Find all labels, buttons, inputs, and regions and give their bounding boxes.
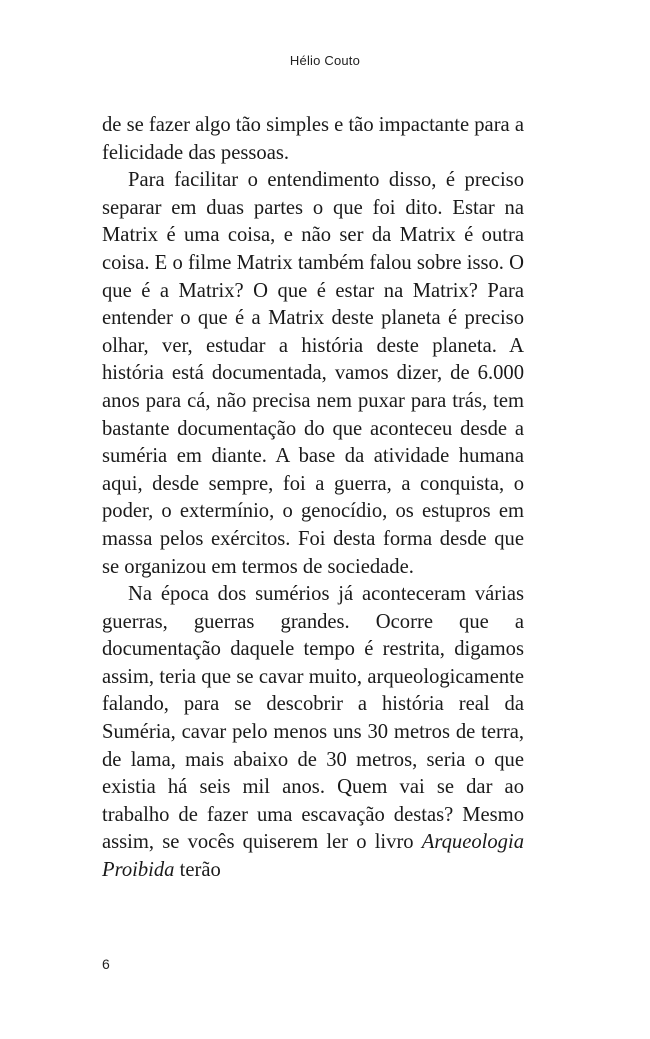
- paragraph-matrix: Para facilitar o entendimento disso, é preciso separar em duas partes o que foi dito. Estar na Matrix é uma coisa, e não ser da Matrix é outra coisa. E o filme Matrix também falou sobre isso. O que é a Matrix? O que é estar na Matrix? Para entender o que é a Matrix deste planeta é preciso olhar, ver, estudar a história deste planeta. A história está documentada, vamos dizer, de 6.000 anos para cá, não precisa nem puxar para trás, tem bastante documentação do que aconteceu desde a suméria em diante. A base da atividade humana aqui, desde sempre, foi a guerra, a conquista, o poder, o extermínio, o genocídio, os estupros em massa pelos exércitos. Foi desta forma desde que se organizou em termos de sociedade.: [102, 169, 524, 578]
- paragraph-sumerians-text: Na época dos sumérios já aconteceram várias guerras, guerras grandes. Ocorre que a documentação daquele tempo é restrita, digamos assim, teria que se cavar muito, arqueologicamente falando, para se descobrir a história real da Suméria, cavar pelo menos uns 30 metros de terra, de lama, mais abaixo de 30 metros, seria o que existia há seis mil anos. Quem vai se dar ao trabalho de fazer uma escavação destas? Mesmo assim, se vocês quiserem ler o livro: [102, 583, 524, 854]
- running-header: Hélio Couto: [289, 53, 361, 68]
- book-title: Arqueologia Proibida: [102, 831, 524, 882]
- paragraph-sumerians-end: terão: [174, 859, 221, 882]
- paragraph-sumerians: [102, 581, 524, 885]
- page-number: 6: [102, 956, 110, 972]
- body-text: [102, 112, 524, 885]
- paragraph-continued: de se fazer algo tão simples e tão impactante para a felicidade das pessoas.: [102, 114, 524, 164]
